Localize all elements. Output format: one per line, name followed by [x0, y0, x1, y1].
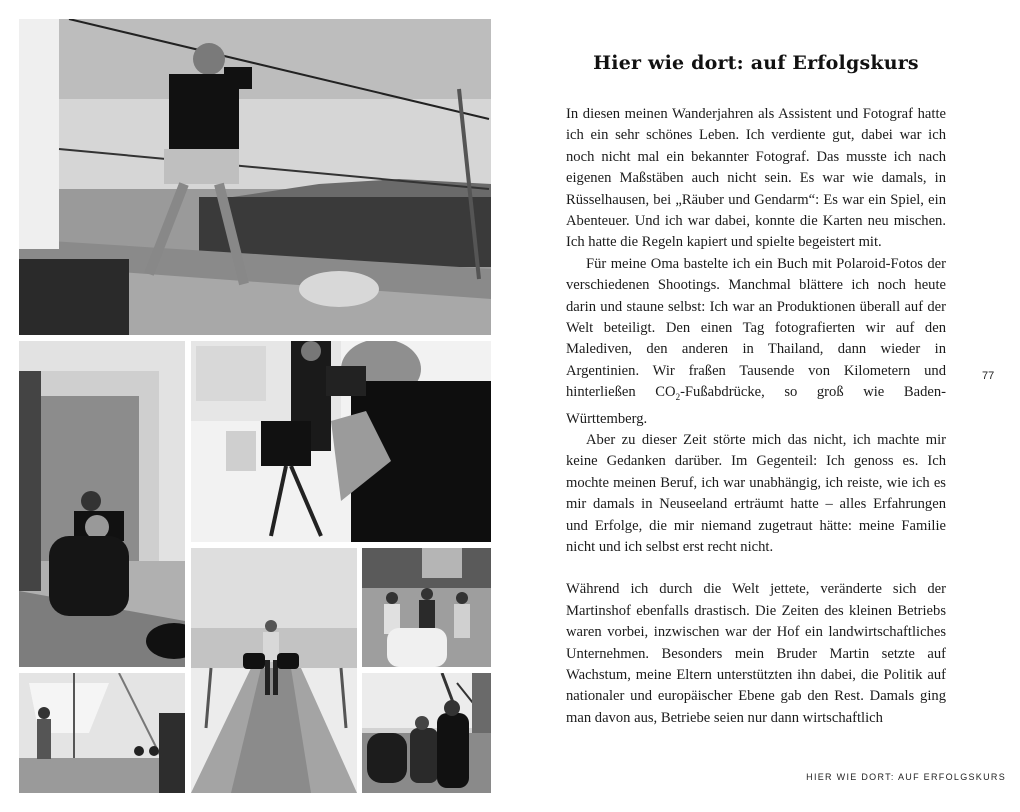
photo-studio-elevator: [19, 341, 185, 667]
paragraph-1: In diesen meinen Wanderjahren als Assistent und Fotograf hatte ich ein sehr schönes Leben. Ich verdiente gut, dabei war ich noch nicht mal ein bekannter Fotograf. Das musste ich nach eigenen Maßstäben auch nicht sein. Es war wie damals, in Rüsselhausen, bei „Räuber und Gendarm“: Es war ein Spiel, ein Abenteuer. Und ich war dabei, konnte die Karten neu mischen. Ich hatte die Regeln kapiert und spielte begeistert mit.: [566, 106, 946, 251]
photo-group-steps: [362, 548, 491, 667]
paragraph-2: [566, 254, 946, 430]
photo-pier-walk: [191, 548, 357, 793]
page-number: 77: [982, 370, 995, 382]
paragraph-3: Aber zu dieser Zeit störte mich das nicht, ich machte mir keine Gedanken darüber. Im Gegenteil: Ich genoss es. Ich mochte meinen Beruf, ich war unabhängig, ich reiste, wie ich es mir damals in Neuseeland erträumt hatte – alles Erfahrungen und Erfolge, die mir niemand zugetraut hätte: meine Familie nicht und ich selbst erst recht nicht.: [566, 432, 946, 556]
body-text: [566, 104, 946, 729]
running-head: HIER WIE DORT: AUF ERFOLGSKURS: [806, 772, 1006, 782]
paragraph-4: Während ich durch die Welt jettete, veränderte sich der Martinshof ebenfalls drastisch. Die Zeiten des kleinen Betriebs waren vorbei, inzwischen war der Hof ein landwirtschaftliches Unternehmen. Besonders mein Bruder Martin setzte auf Wachstum, meine Eltern unterstützten ihn dabei, die Politik auf nationaler und europäischer Ebene gab den Rest. Damals ging man davon aus, Betriebe seien nur dann wirtschaftlich: [566, 581, 946, 726]
photo-team-outdoors: [362, 673, 491, 793]
photo-sailboat-deck: [19, 673, 185, 793]
co2-subscript: 2: [675, 392, 681, 403]
photo-sailboat-photographer: [19, 19, 491, 335]
paragraph-2-text-a: Für meine Oma bastelte ich ein Buch mit Polaroid-Fotos der verschiedenen Shootings. Manchmal blättere ich noch heute darin und staune selbst: Ich war an Produktionen überall auf der Welt beteiligt. Den einen Tag fotografierten wir auf den Malediven, den anderen in Thailand, dann wieder in Argentinien. Wir fraßen Tausende von Kilometern und hinterließen CO: [566, 255, 946, 401]
chapter-title: Hier wie dort: auf Erfolgskurs: [593, 52, 919, 74]
photo-photographer-closeup: [191, 341, 491, 542]
paragraph-2-text-b: -Fußabdrücke, so groß wie Baden-Württemberg.: [566, 384, 947, 427]
